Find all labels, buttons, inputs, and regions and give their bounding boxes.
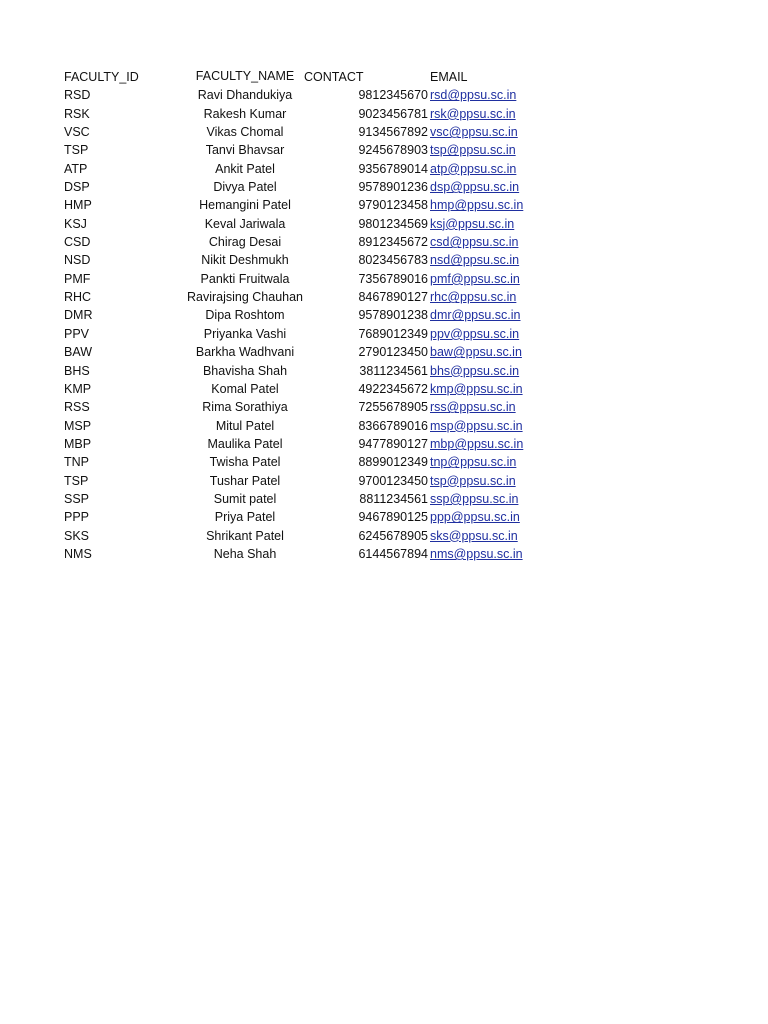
contact-cell: 8811234561 <box>359 491 428 506</box>
contact-cell: 9134567892 <box>358 125 428 140</box>
email-link[interactable]: msp@ppsu.sc.in <box>430 418 523 433</box>
faculty-name-cell: Neha Shah <box>213 546 277 561</box>
faculty-name-cell: Keval Jariwala <box>204 216 286 231</box>
email-link[interactable]: baw@ppsu.sc.in <box>430 345 522 360</box>
faculty-name-cell: Priya Patel <box>214 510 276 525</box>
faculty-id-cell: RSS <box>64 400 90 415</box>
faculty-name-cell: Bhavisha Shah <box>202 363 288 378</box>
table-row <box>60 527 530 545</box>
table-row <box>60 343 530 361</box>
faculty-id-cell: MBP <box>64 436 92 451</box>
header-faculty-name: FACULTY_NAME <box>195 69 295 83</box>
faculty-id-cell: RSD <box>64 88 91 103</box>
faculty-id-cell: KMP <box>64 381 92 396</box>
header-contact: CONTACT <box>304 70 364 84</box>
table-row <box>60 141 530 159</box>
contact-cell: 2790123450 <box>358 345 428 360</box>
contact-cell: 8912345672 <box>358 235 428 250</box>
contact-cell: 6144567894 <box>358 546 428 561</box>
email-link[interactable]: tsp@ppsu.sc.in <box>430 143 516 158</box>
table-row <box>60 508 530 526</box>
faculty-id-cell: RSK <box>64 106 90 121</box>
contact-cell: 9801234569 <box>358 216 428 231</box>
faculty-name-cell: Ravirajsing Chauhan <box>186 290 304 305</box>
faculty-id-cell: BAW <box>64 345 93 360</box>
email-link[interactable]: sks@ppsu.sc.in <box>430 528 518 543</box>
faculty-name-cell: Twisha Patel <box>209 455 281 470</box>
email-link[interactable]: rss@ppsu.sc.in <box>430 400 516 415</box>
table-row <box>60 435 530 453</box>
faculty-name-cell: Priyanka Vashi <box>203 326 287 341</box>
table-row <box>60 123 530 141</box>
table-row <box>60 453 530 471</box>
faculty-id-cell: ATP <box>64 161 88 176</box>
table-row <box>60 233 530 251</box>
email-link[interactable]: rsd@ppsu.sc.in <box>430 88 517 103</box>
faculty-id-cell: DMR <box>64 308 93 323</box>
email-link[interactable]: rsk@ppsu.sc.in <box>430 106 516 121</box>
faculty-id-cell: TSP <box>64 473 89 488</box>
faculty-name-cell: Nikit Deshmukh <box>201 253 289 268</box>
contact-cell: 9467890125 <box>358 510 428 525</box>
faculty-name-cell: Tanvi Bhavsar <box>205 143 285 158</box>
faculty-id-cell: PPV <box>64 326 90 341</box>
email-link[interactable]: tnp@ppsu.sc.in <box>430 455 517 470</box>
faculty-id-cell: PPP <box>64 510 90 525</box>
faculty-id-cell: NSD <box>64 253 91 268</box>
email-link[interactable]: nsd@ppsu.sc.in <box>430 253 520 268</box>
faculty-id-cell: TNP <box>64 455 89 470</box>
table-row <box>60 251 530 269</box>
faculty-name-cell: Dipa Roshtom <box>205 308 285 323</box>
table-row <box>60 86 530 104</box>
contact-cell: 9812345670 <box>358 88 428 103</box>
table-row <box>60 472 530 490</box>
email-link[interactable]: dmr@ppsu.sc.in <box>430 308 521 323</box>
faculty-id-cell: HMP <box>64 198 92 213</box>
faculty-name-cell: Ankit Patel <box>215 161 275 176</box>
contact-cell: 9245678903 <box>358 143 428 158</box>
table-row <box>60 325 530 343</box>
contact-cell: 8899012349 <box>358 455 428 470</box>
faculty-name-cell: Barkha Wadhvani <box>195 345 295 360</box>
email-link[interactable]: vsc@ppsu.sc.in <box>430 125 518 140</box>
email-link[interactable]: ppv@ppsu.sc.in <box>430 326 520 341</box>
contact-cell: 8467890127 <box>358 290 428 305</box>
table-row <box>60 160 530 178</box>
contact-cell: 9477890127 <box>358 436 428 451</box>
contact-cell: 9356789014 <box>358 161 428 176</box>
header-email: EMAIL <box>430 70 468 84</box>
table-row <box>60 105 530 123</box>
table-body <box>60 86 530 563</box>
faculty-id-cell: BHS <box>64 363 90 378</box>
table-row <box>60 270 530 288</box>
table-row <box>60 288 530 306</box>
table-row <box>60 362 530 380</box>
contact-cell: 9023456781 <box>358 106 428 121</box>
email-link[interactable]: nms@ppsu.sc.in <box>430 546 523 561</box>
faculty-name-cell: Chirag Desai <box>208 235 282 250</box>
email-link[interactable]: mbp@ppsu.sc.in <box>430 436 524 451</box>
email-link[interactable]: atp@ppsu.sc.in <box>430 161 517 176</box>
email-link[interactable]: dsp@ppsu.sc.in <box>430 180 520 195</box>
contact-cell: 7255678905 <box>358 400 428 415</box>
contact-cell: 3811234561 <box>359 363 428 378</box>
table-row <box>60 178 530 196</box>
email-link[interactable]: kmp@ppsu.sc.in <box>430 381 523 396</box>
email-link[interactable]: tsp@ppsu.sc.in <box>430 473 516 488</box>
faculty-id-cell: VSC <box>64 125 90 140</box>
email-link[interactable]: ksj@ppsu.sc.in <box>430 216 515 231</box>
faculty-name-cell: Sumit patel <box>213 491 277 506</box>
faculty-name-cell: Komal Patel <box>211 381 279 396</box>
faculty-id-cell: MSP <box>64 418 92 433</box>
faculty-id-cell: CSD <box>64 235 91 250</box>
email-link[interactable]: pmf@ppsu.sc.in <box>430 271 520 286</box>
email-link[interactable]: ppp@ppsu.sc.in <box>430 510 520 525</box>
table-row <box>60 215 530 233</box>
faculty-name-cell: Divya Patel <box>213 180 277 195</box>
email-link[interactable]: bhs@ppsu.sc.in <box>430 363 520 378</box>
table-row <box>60 380 530 398</box>
faculty-name-cell: Mitul Patel <box>215 418 275 433</box>
header-faculty-id: FACULTY_ID <box>64 70 139 84</box>
table-row <box>60 417 530 435</box>
contact-cell: 9700123450 <box>358 473 428 488</box>
faculty-name-cell: Rakesh Kumar <box>203 106 287 121</box>
faculty-name-cell: Pankti Fruitwala <box>200 271 290 286</box>
table-row <box>60 306 530 324</box>
contact-cell: 9578901236 <box>358 180 428 195</box>
faculty-name-cell: Ravi Dhandukiya <box>197 88 293 103</box>
faculty-id-cell: KSJ <box>64 216 87 231</box>
faculty-id-cell: SSP <box>64 491 90 506</box>
faculty-id-cell: SKS <box>64 528 90 543</box>
faculty-id-cell: NMS <box>64 546 92 561</box>
email-link[interactable]: csd@ppsu.sc.in <box>430 235 519 250</box>
faculty-name-cell: Vikas Chomal <box>206 125 284 140</box>
table-row <box>60 490 530 508</box>
contact-cell: 7356789016 <box>358 271 428 286</box>
email-link[interactable]: rhc@ppsu.sc.in <box>430 290 517 305</box>
table-row <box>60 196 530 214</box>
contact-cell: 4922345672 <box>358 381 428 396</box>
contact-cell: 7689012349 <box>358 326 428 341</box>
faculty-name-cell: Rima Sorathiya <box>202 400 288 415</box>
faculty-id-cell: RHC <box>64 290 92 305</box>
contact-cell: 8023456783 <box>358 253 428 268</box>
faculty-name-cell: Shrikant Patel <box>206 528 284 543</box>
faculty-id-cell: DSP <box>64 180 90 195</box>
contact-cell: 9790123458 <box>358 198 428 213</box>
email-link[interactable]: ssp@ppsu.sc.in <box>430 491 519 506</box>
faculty-id-cell: PMF <box>64 271 91 286</box>
header-row <box>60 68 530 86</box>
table-row <box>60 545 530 563</box>
faculty-id-cell: TSP <box>64 143 89 158</box>
contact-cell: 9578901238 <box>358 308 428 323</box>
faculty-name-cell: Tushar Patel <box>209 473 281 488</box>
contact-cell: 8366789016 <box>358 418 428 433</box>
faculty-name-cell: Hemangini Patel <box>199 198 291 213</box>
email-link[interactable]: hmp@ppsu.sc.in <box>430 198 524 213</box>
faculty-name-cell: Maulika Patel <box>207 436 283 451</box>
faculty-table <box>60 68 530 563</box>
table-row <box>60 398 530 416</box>
contact-cell: 6245678905 <box>358 528 428 543</box>
